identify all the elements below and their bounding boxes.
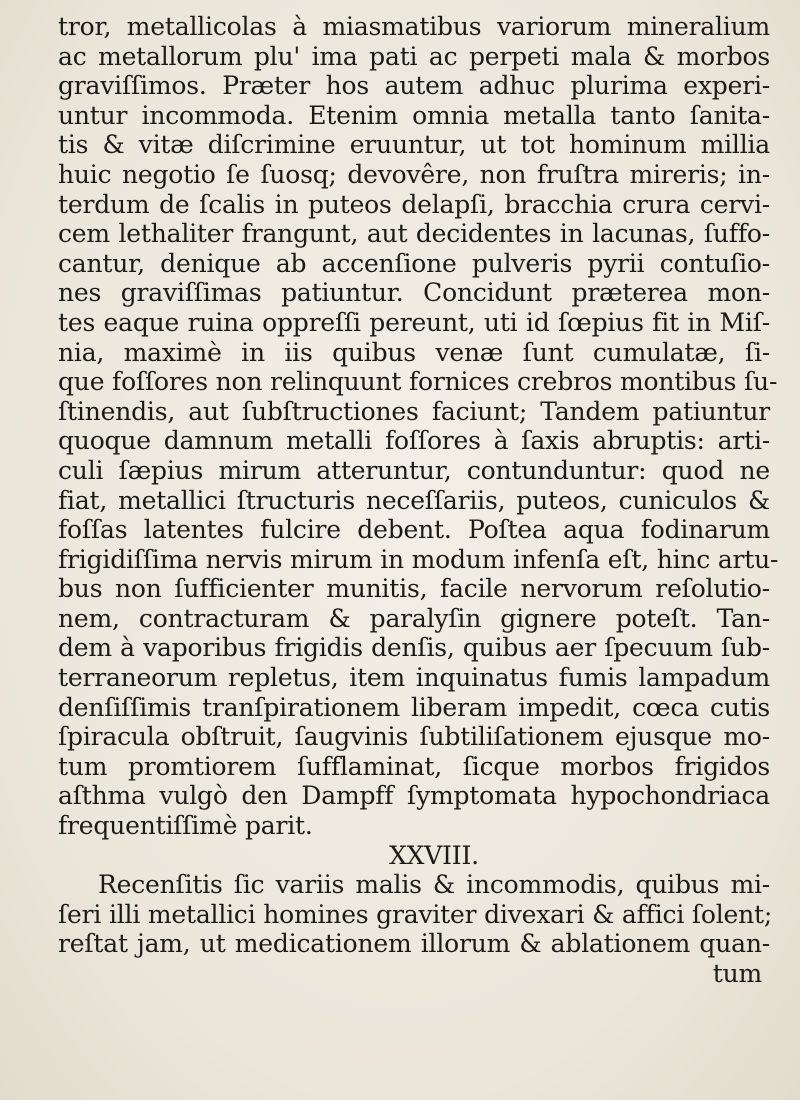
- text-line: cem lethaliter frangunt, aut decidentes in lacunas, ſuffo-: [58, 219, 770, 249]
- page-text: [58, 12, 779, 989]
- text-line: terdum de ſcalis in puteos delapſi, bracchia crura cervi-: [58, 189, 770, 219]
- section-heading: XXVIII.: [389, 840, 479, 870]
- text-line: ſpiracula obſtruit, ſaugvinis ſubtiliſationem ejusque mo-: [58, 722, 770, 752]
- text-line: nia, maximè in iis quibus venæ ſunt cumulatæ, ſi-: [58, 337, 770, 367]
- text-line: ſtinendis, aut ſubſtructiones faciunt; Tandem patiuntur: [58, 396, 770, 426]
- text-line: cantur, denique ab accenſione pulveris pyrii contuſio-: [58, 248, 770, 278]
- text-line: denſiſſimis tranſpirationem liberam impedit, cœca cutis: [58, 692, 770, 722]
- text-line: nem, contracturam & paralyſin gignere poteſt. Tan-: [58, 603, 770, 633]
- text-line: tum promtiorem ſufflaminat, ſicque morbos frigidos: [58, 751, 770, 781]
- paragraph-1: [58, 12, 779, 841]
- text-line: huic negotio ſe ſuosq; devovêre, non fruſtra mireris; in-: [58, 159, 770, 189]
- text-line: reſtat jam, ut medicationem illorum & ablationem quan-: [58, 929, 770, 959]
- text-line: tes eaque ruina oppreſſi pereunt, uti id ſœpius fit in Miſ-: [58, 307, 770, 337]
- text-line: fiat, metallici ſtructuris neceſſariis, puteos, cuniculos &: [58, 485, 770, 515]
- text-line: terraneorum repletus, item inquinatus fumis lampadum: [58, 663, 770, 693]
- text-line: Recenſitis ſic variis malis & incommodis, quibus mi-: [98, 870, 770, 900]
- text-line: nes graviſſimas patiuntur. Concidunt præterea mon-: [58, 278, 770, 308]
- text-line: frequentiſſimè parit.: [58, 811, 313, 841]
- text-line: graviſſimos. Præter hos autem adhuc plurima experi-: [58, 71, 770, 101]
- text-line: frigidiſſima nervis mirum in modum infenſa eſt, hinc artu-: [58, 544, 779, 574]
- text-line: tror, metallicolas à miasmatibus variorum mineralium: [58, 12, 770, 41]
- text-line: bus non ſufficienter munitis, facile nervorum reſolutio-: [58, 574, 770, 604]
- catchword: tum: [712, 959, 762, 988]
- text-line: dem à vaporibus frigidis denſis, quibus aer ſpecuum ſub-: [58, 633, 770, 663]
- text-line: untur incommoda. Etenim omnia metalla tanto ſanita-: [58, 100, 770, 130]
- text-line: tis & vitæ diſcrimine eruuntur, ut tot hominum millia: [58, 130, 770, 160]
- text-line: aſthma vulgò den Dampff ſymptomata hypochondriaca: [58, 781, 770, 811]
- text-line: ſeri illi metallici homines graviter divexari & affici ſolent;: [58, 899, 773, 929]
- paragraph-2: [58, 870, 773, 959]
- text-line: culi ſæpius mirum atteruntur, contunduntur: quod ne: [58, 455, 770, 485]
- text-line: ac metallorum plu' ima pati ac perpeti mala & morbos: [58, 41, 770, 71]
- text-line: que foſſores non relinquunt fornices crebros montibus ſu-: [58, 367, 778, 397]
- text-line: quoque damnum metalli foſſores à ſaxis abruptis: arti-: [58, 426, 770, 456]
- text-line: foſſas latentes fulcire debent. Poſtea aqua fodinarum: [58, 515, 770, 545]
